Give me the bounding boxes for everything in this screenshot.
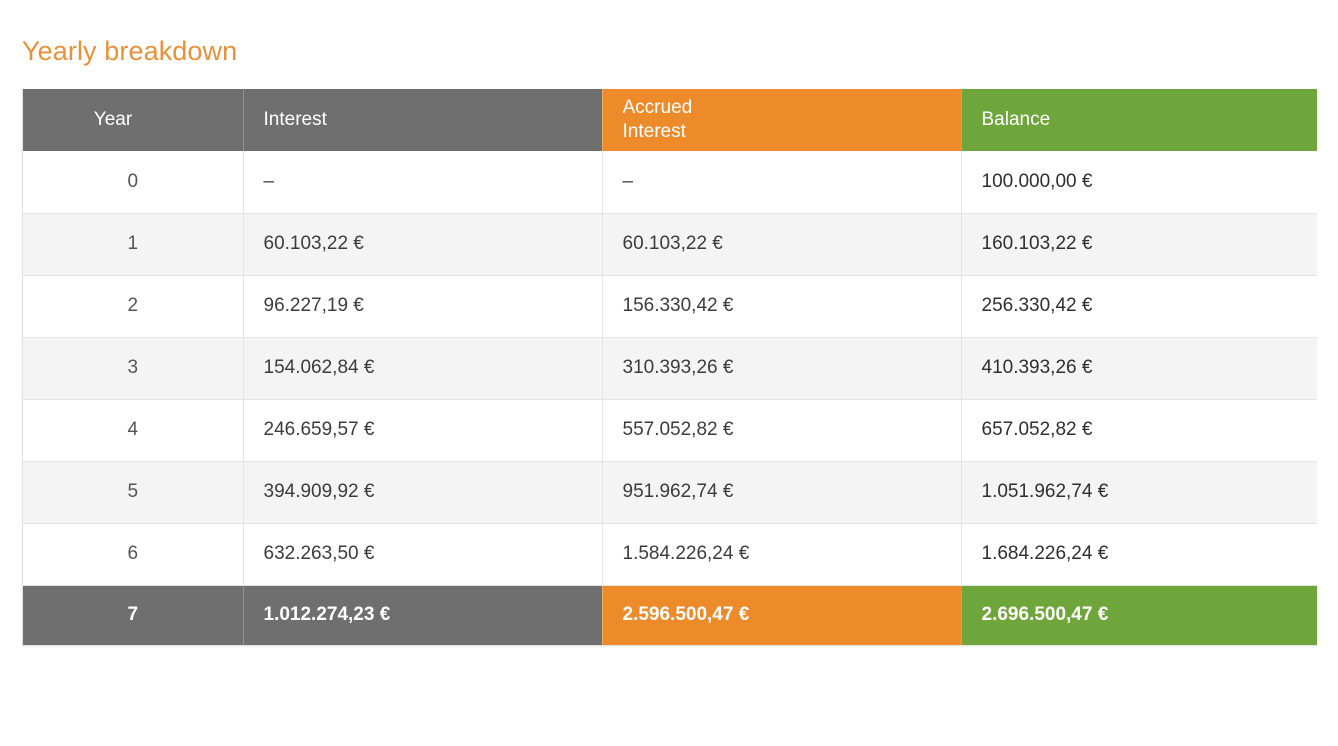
- column-header-accrued-interest: [602, 89, 961, 151]
- column-header-balance: [961, 89, 1317, 151]
- cell-interest: 96.227,19 €: [243, 275, 602, 337]
- cell-balance: 100.000,00 €: [961, 151, 1317, 213]
- cell-year: 2: [23, 275, 243, 337]
- cell-accrued-interest: 2.596.500,47 €: [602, 585, 961, 645]
- cell-accrued-interest: –: [602, 151, 961, 213]
- table-row-total: [23, 585, 1317, 645]
- table-header: [23, 89, 1317, 151]
- page-title: Yearly breakdown: [22, 36, 238, 66]
- cell-accrued-interest: 310.393,26 €: [602, 337, 961, 399]
- cell-balance: 410.393,26 €: [961, 337, 1317, 399]
- cell-interest: –: [243, 151, 602, 213]
- table-row: [23, 523, 1317, 585]
- cell-year: 4: [23, 399, 243, 461]
- table-row: [23, 213, 1317, 275]
- cell-year: 3: [23, 337, 243, 399]
- cell-accrued-interest: 60.103,22 €: [602, 213, 961, 275]
- cell-accrued-interest: 156.330,42 €: [602, 275, 961, 337]
- cell-balance: 1.684.226,24 €: [961, 523, 1317, 585]
- column-header-year-label: Year: [93, 109, 133, 131]
- cell-interest: 60.103,22 €: [243, 213, 602, 275]
- cell-interest: 394.909,92 €: [243, 461, 602, 523]
- cell-year: 1: [23, 213, 243, 275]
- yearly-breakdown-table: [23, 89, 1317, 645]
- table-row: [23, 461, 1317, 523]
- cell-year: 6: [23, 523, 243, 585]
- cell-accrued-interest: 1.584.226,24 €: [602, 523, 961, 585]
- column-header-balance-label: Balance: [981, 109, 1051, 131]
- column-header-interest-label: Interest: [263, 109, 327, 131]
- cell-year: 7: [23, 585, 243, 645]
- table-row: [23, 151, 1317, 213]
- column-header-year: [23, 89, 243, 151]
- cell-interest: 246.659,57 €: [243, 399, 602, 461]
- table-row: [23, 337, 1317, 399]
- cell-interest: 632.263,50 €: [243, 523, 602, 585]
- cell-accrued-interest: 557.052,82 €: [602, 399, 961, 461]
- column-header-accrued-interest-label: Accrued Interest: [622, 97, 693, 142]
- cell-year: 0: [23, 151, 243, 213]
- cell-balance: 1.051.962,74 €: [961, 461, 1317, 523]
- cell-balance: 657.052,82 €: [961, 399, 1317, 461]
- page-container: [0, 36, 1338, 746]
- cell-balance: 2.696.500,47 €: [961, 585, 1317, 645]
- cell-interest: 154.062,84 €: [243, 337, 602, 399]
- table-header-row: [23, 89, 1317, 151]
- table-row: [23, 275, 1317, 337]
- cell-balance: 160.103,22 €: [961, 213, 1317, 275]
- column-header-interest: [243, 89, 602, 151]
- cell-interest: 1.012.274,23 €: [243, 585, 602, 645]
- table-row: [23, 399, 1317, 461]
- yearly-breakdown-table-container: [22, 89, 1316, 646]
- table-body: [23, 151, 1317, 645]
- cell-accrued-interest: 951.962,74 €: [602, 461, 961, 523]
- cell-balance: 256.330,42 €: [961, 275, 1317, 337]
- cell-year: 5: [23, 461, 243, 523]
